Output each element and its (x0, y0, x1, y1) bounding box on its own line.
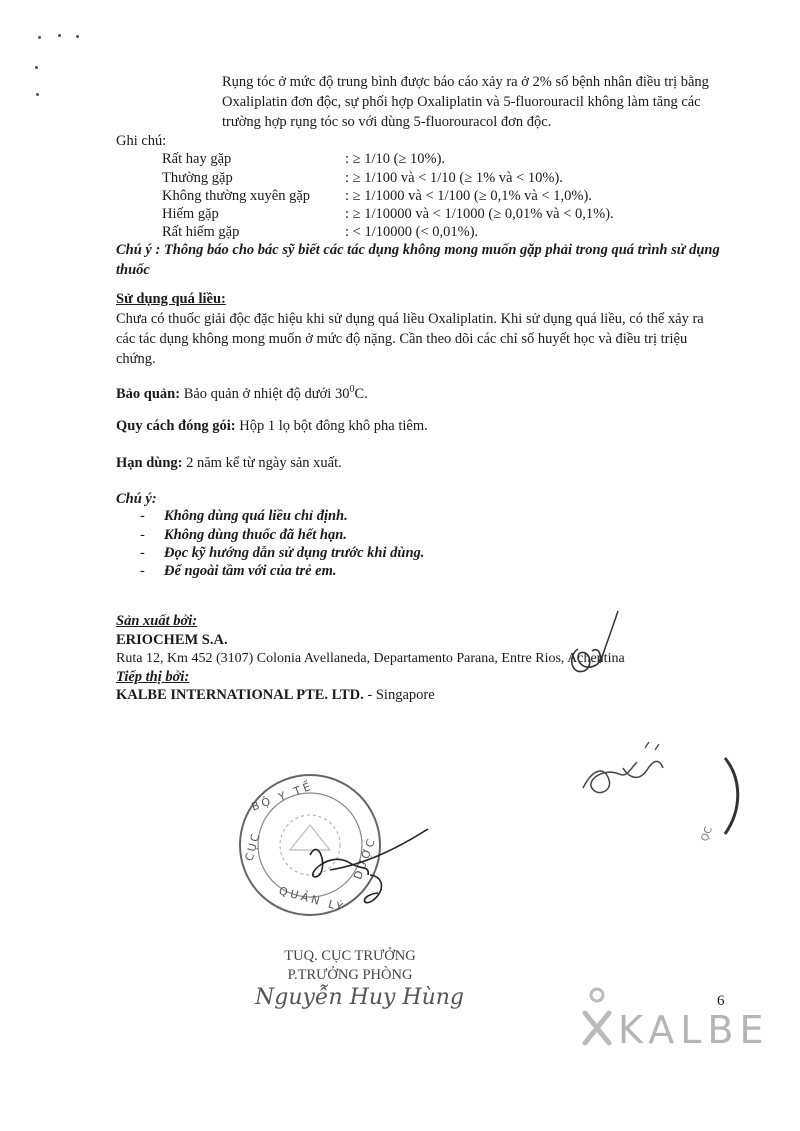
frequency-value: : < 1/10000 (< 0,01%). (345, 224, 479, 240)
frequency-value: : ≥ 1/10000 và < 1/1000 (≥ 0,01% và < 0,1%). (345, 206, 614, 222)
svg-text:ỌC: ỌC (699, 825, 715, 844)
scan-speck (36, 93, 39, 96)
packaging-label: Quy cách đóng gói: (116, 418, 236, 434)
cautions-heading: Chú ý: (116, 491, 157, 507)
storage-degree: 0 (349, 384, 355, 395)
kalbe-logo-icon (580, 985, 614, 1051)
caution-item: - Để ngoài tầm với của trẻ em. (140, 563, 337, 579)
overdose-heading: Sử dụng quá liều: (116, 291, 226, 307)
approval-line-2: P.TRƯỞNG PHÒNG (287, 967, 413, 983)
scan-speck (58, 34, 61, 37)
scan-speck (76, 35, 79, 38)
scan-speck (35, 66, 38, 69)
frequency-label: Thường gặp (162, 170, 233, 186)
frequency-label: Rất hay gặp (162, 151, 232, 167)
expiry-text: 2 năm kể từ ngày sản xuất. (186, 455, 342, 471)
notes-heading: Ghi chú: (116, 133, 167, 149)
frequency-row (162, 187, 592, 206)
marketer-name: KALBE INTERNATIONAL PTE. LTD. (116, 687, 364, 703)
manufacturer-name: ERIOCHEM S.A. (116, 632, 228, 648)
frequency-value: : ≥ 1/100 và < 1/10 (≥ 1% và < 10%). (345, 170, 563, 186)
approval-line-1: TUQ. CỤC TRƯỞNG (284, 948, 416, 964)
packaging-line (116, 416, 428, 436)
frequency-label: Không thường xuyên gặp (162, 188, 311, 204)
frequency-value: : ≥ 1/10 (≥ 10%). (345, 151, 446, 167)
handwritten-note-icon (575, 738, 750, 868)
frequency-label: Rất hiếm gặp (162, 224, 240, 240)
storage-line (116, 380, 368, 404)
frequency-row (162, 169, 563, 188)
storage-unit: C. (354, 385, 368, 402)
manufacturer-heading: Sản xuất bởi: (116, 613, 198, 629)
frequency-row (162, 150, 446, 169)
kalbe-watermark: KALBE (618, 1008, 770, 1052)
expiry-line (116, 453, 342, 473)
stamp-top-text: BỘ Y TẾ (249, 779, 315, 814)
overdose-text: Chưa có thuốc giải độc đặc hiệu khi sử dụng quá liều Oxaliplatin. Khi sử dụng quá liều, có thể xảy ra các tác dụng không mong muốn ở mức độ nặng. Cần theo dõi các chỉ số huyết học và điều trị triệu chứng. (116, 311, 704, 367)
adverse-effect-warning: Chú ý : Thông báo cho bác sỹ biết các tác dụng không mong muốn gặp phải trong quá trình sử dụng thuốc (116, 242, 720, 278)
hair-loss-paragraph: Rụng tóc ở mức độ trung bình được báo cáo xảy ra ở 2% số bệnh nhân điều trị bằng Oxaliplatin đơn độc, sự phối hợp Oxaliplatin và 5-fluorouracil không làm tăng các trường hợp rụng tóc so với dùng 5-fluorouracol đơn độc. (222, 74, 709, 130)
stamp-bottom-text: QUẢN LÝ (277, 884, 347, 915)
page-number: 6 (717, 993, 725, 1009)
director-signature-icon (290, 815, 440, 915)
stamp-right-text: DƯỢC (351, 835, 379, 882)
marketer-heading: Tiếp thị bởi: (116, 669, 190, 685)
caution-item: - Không dùng quá liều chỉ định. (140, 508, 348, 524)
manufacturer-address: Ruta 12, Km 452 (3107) Colonia Avellaneda, Departamento Parana, Entre Rios, Achentina (116, 651, 625, 666)
stamp-left-text: CỤC (242, 830, 263, 863)
signatory-name: Nguyễn Huy Hùng (255, 985, 465, 1010)
scan-speck (38, 36, 41, 39)
storage-text: Bảo quản ở nhiệt độ dưới 30 (183, 385, 350, 402)
marketer-country: - Singapore (363, 687, 435, 703)
frequency-row (162, 205, 614, 224)
caution-item: - Đọc kỹ hướng dẫn sử dụng trước khi dùng. (140, 545, 425, 561)
storage-label: Bảo quản: (116, 385, 181, 402)
initials-signature-icon (560, 605, 630, 685)
expiry-label: Hạn dùng: (116, 455, 183, 471)
frequency-value: : ≥ 1/1000 và < 1/100 (≥ 0,1% và < 1,0%). (345, 188, 592, 204)
frequency-label: Hiếm gặp (162, 206, 219, 222)
packaging-text: Hộp 1 lọ bột đông khô pha tiêm. (239, 418, 428, 434)
caution-item: - Không dùng thuốc đã hết hạn. (140, 527, 347, 543)
marketer-line (116, 685, 435, 705)
